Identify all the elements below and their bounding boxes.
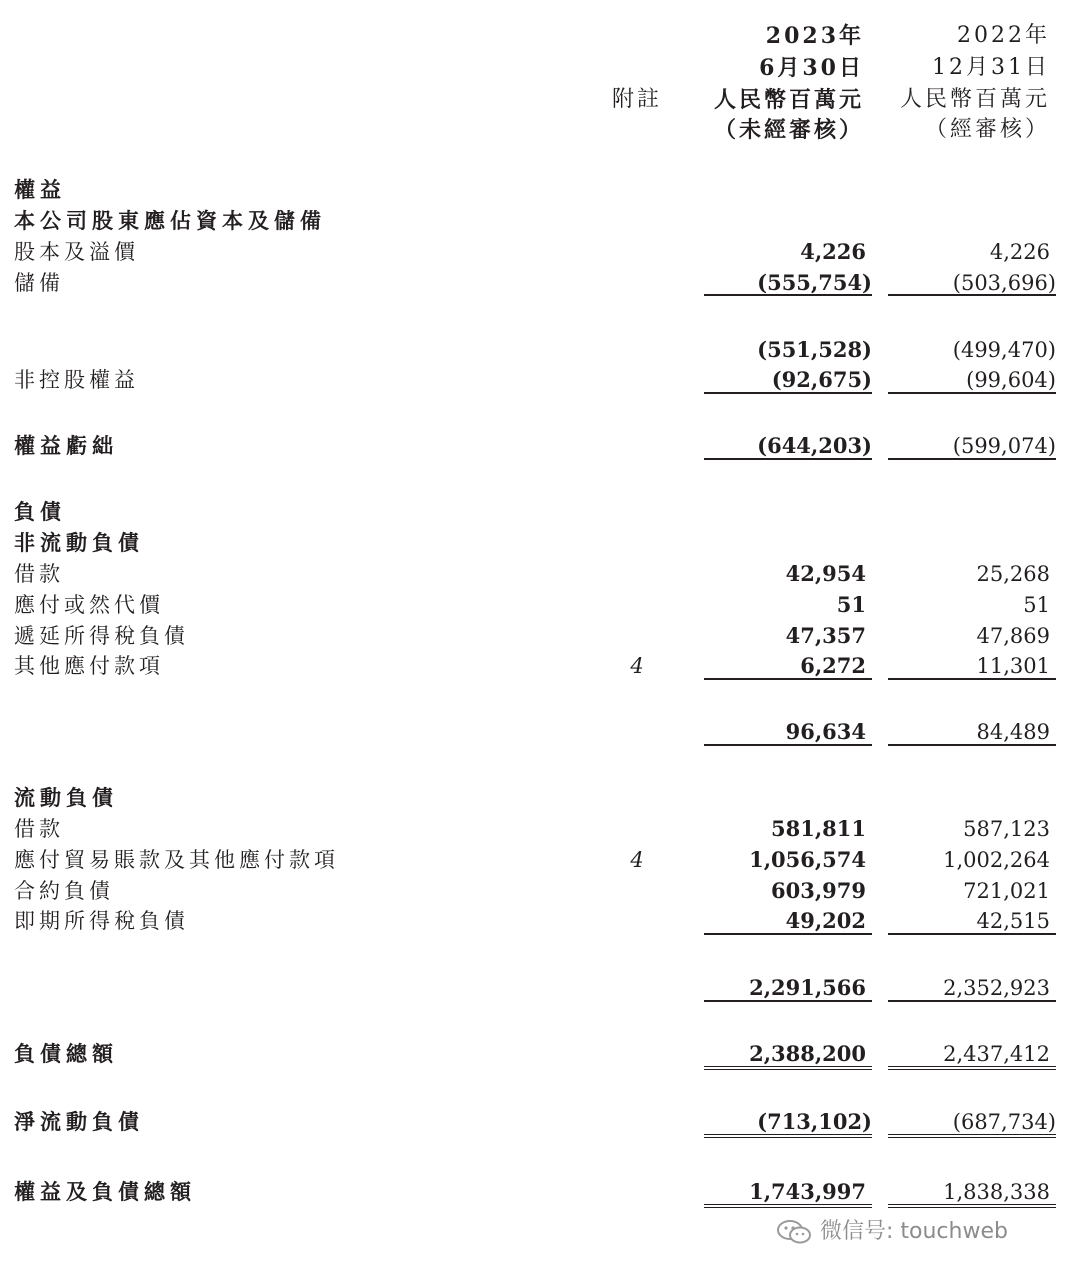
current-heading: 流動負債 bbox=[14, 786, 118, 810]
col1-year: 2023年 bbox=[765, 23, 864, 49]
value-2022: 11,301 bbox=[976, 654, 1050, 678]
value-2022: (503,696) bbox=[952, 271, 1056, 295]
rule-2022 bbox=[888, 458, 1056, 460]
row-label: 遞延所得稅負債 bbox=[14, 624, 189, 648]
value-2022: 51 bbox=[1023, 593, 1050, 617]
rule-2022 bbox=[888, 933, 1056, 935]
value-2022: (99,604) bbox=[966, 368, 1056, 392]
row-label: 淨流動負債 bbox=[14, 1110, 144, 1134]
value-2023: 2,388,200 bbox=[749, 1041, 866, 1066]
double-rule-2022 bbox=[888, 1134, 1056, 1138]
value-2023: 603,979 bbox=[771, 878, 866, 903]
value-2023: 47,357 bbox=[785, 623, 866, 648]
value-2022: (599,074) bbox=[952, 434, 1056, 458]
double-rule-2023 bbox=[704, 1134, 872, 1138]
value-2022: 2,437,412 bbox=[943, 1042, 1050, 1066]
value-2023: 6,272 bbox=[800, 653, 866, 678]
rule-2022 bbox=[888, 678, 1056, 680]
subtotal-row bbox=[0, 334, 1080, 366]
equity-heading: 權益 bbox=[14, 178, 66, 202]
value-2022: 47,869 bbox=[976, 624, 1050, 648]
value-2023: 1,743,997 bbox=[749, 1179, 866, 1204]
rule-2023 bbox=[704, 678, 872, 680]
watermark-text: 微信号: touchweb bbox=[820, 1219, 1008, 1244]
rule-2023 bbox=[704, 933, 872, 935]
value-2022: 2,352,923 bbox=[943, 976, 1050, 1000]
value-2023: 51 bbox=[836, 592, 866, 617]
table-row bbox=[0, 589, 1080, 621]
col1-unit: 人民幣百萬元 bbox=[713, 87, 864, 113]
table-row bbox=[0, 236, 1080, 268]
note-reference: 4 bbox=[630, 848, 644, 872]
col2-date: 12月31日 bbox=[932, 55, 1050, 80]
value-2022: (499,470) bbox=[952, 338, 1056, 362]
value-2023: 96,634 bbox=[785, 719, 866, 744]
row-label: 應付或然代價 bbox=[14, 593, 164, 617]
section-heading bbox=[0, 205, 1080, 237]
rule-2023 bbox=[704, 392, 872, 394]
value-2022: 1,002,264 bbox=[943, 848, 1050, 872]
rule-2023 bbox=[704, 294, 872, 296]
double-rule-2022 bbox=[888, 1066, 1056, 1070]
noncurrent-heading: 非流動負債 bbox=[14, 531, 144, 555]
note-column-header: 附註 bbox=[611, 87, 662, 112]
value-2022: 1,838,338 bbox=[943, 1180, 1050, 1204]
row-label: 權益虧絀 bbox=[14, 434, 118, 458]
wechat-icon bbox=[776, 1219, 812, 1245]
row-label: 應付貿易賬款及其他應付款項 bbox=[14, 848, 339, 872]
table-row bbox=[0, 813, 1080, 845]
row-label: 其他應付款項 bbox=[14, 654, 164, 678]
value-2023: (713,102) bbox=[757, 1109, 872, 1134]
row-label: 借款 bbox=[14, 562, 64, 586]
rule-2022 bbox=[888, 392, 1056, 394]
row-label: 股本及溢價 bbox=[14, 240, 139, 264]
row-label: 即期所得稅負債 bbox=[14, 909, 189, 933]
col2-year: 2022年 bbox=[957, 23, 1050, 48]
value-2022: 4,226 bbox=[989, 240, 1050, 264]
row-label: 權益及負債總額 bbox=[14, 1180, 196, 1204]
rule-2022 bbox=[888, 1000, 1056, 1002]
value-2023: (92,675) bbox=[771, 367, 872, 392]
double-rule-2023 bbox=[704, 1204, 872, 1208]
table-row bbox=[0, 875, 1080, 907]
value-2023: 581,811 bbox=[771, 816, 866, 841]
table-row bbox=[0, 558, 1080, 590]
row-label: 合約負債 bbox=[14, 879, 114, 903]
col1-audit: （未經審核） bbox=[713, 117, 864, 143]
table-row bbox=[0, 844, 1080, 876]
value-2023: 49,202 bbox=[785, 908, 866, 933]
section-heading bbox=[0, 174, 1080, 206]
col1-date: 6月30日 bbox=[759, 55, 864, 81]
liabilities-heading: 負債 bbox=[14, 500, 66, 524]
note-reference: 4 bbox=[630, 654, 644, 678]
double-rule-2022 bbox=[888, 1204, 1056, 1208]
value-2022: (687,734) bbox=[952, 1110, 1056, 1134]
row-label: 儲備 bbox=[14, 271, 64, 295]
row-label: 非控股權益 bbox=[14, 368, 139, 392]
value-2022: 721,021 bbox=[963, 879, 1050, 903]
table-row bbox=[0, 620, 1080, 652]
value-2023: (551,528) bbox=[757, 337, 872, 362]
value-2023: 2,291,566 bbox=[749, 975, 866, 1000]
rule-2023 bbox=[704, 744, 872, 746]
double-rule-2023 bbox=[704, 1066, 872, 1070]
value-2023: 42,954 bbox=[785, 561, 866, 586]
value-2022: 587,123 bbox=[963, 817, 1050, 841]
section-heading bbox=[0, 496, 1080, 528]
section-heading bbox=[0, 782, 1080, 814]
rule-2023 bbox=[704, 1000, 872, 1002]
value-2022: 42,515 bbox=[976, 909, 1050, 933]
value-2022: 25,268 bbox=[976, 562, 1050, 586]
value-2023: (555,754) bbox=[757, 270, 872, 295]
rule-2023 bbox=[704, 458, 872, 460]
rule-2022 bbox=[888, 294, 1056, 296]
row-label: 負債總額 bbox=[14, 1042, 118, 1066]
equity-attributable-heading: 本公司股東應佔資本及儲備 bbox=[14, 209, 326, 233]
value-2023: (644,203) bbox=[757, 433, 872, 458]
value-2022: 84,489 bbox=[976, 720, 1050, 744]
section-heading bbox=[0, 527, 1080, 559]
col2-unit: 人民幣百萬元 bbox=[899, 87, 1050, 112]
row-label: 借款 bbox=[14, 817, 64, 841]
watermark bbox=[776, 1214, 1008, 1245]
rule-2022 bbox=[888, 744, 1056, 746]
value-2023: 4,226 bbox=[800, 239, 866, 264]
col2-audit: （經審核） bbox=[924, 117, 1050, 142]
value-2023: 1,056,574 bbox=[749, 847, 866, 872]
